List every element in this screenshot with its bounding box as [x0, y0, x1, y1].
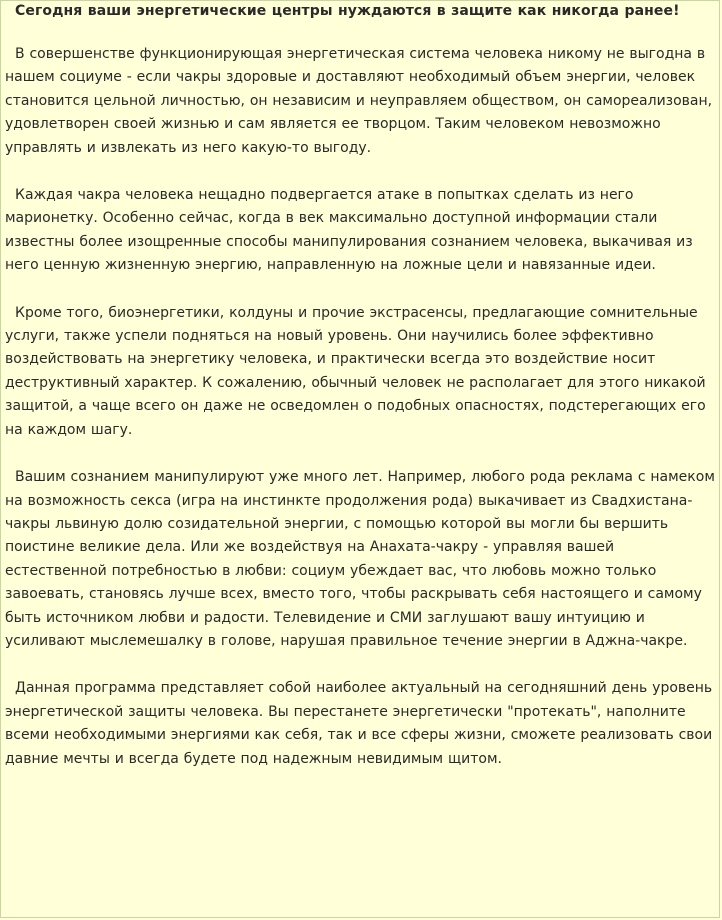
article-paragraph: В совершенстве функционирующая энергетическая система человека никому не выгодна в нашем социуме - если чакры здоровые и доставляют необходимый объем энергии, человек становится цельной личностью, он независим и неуправляем обществом, он самореализован, удовлетворен своей жизнью и сам является ее творцом. Таким человеком невозможно управлять и извлекать из него какую-то выгоду. [5, 46, 713, 156]
article-paragraph: Каждая чакра человека нещадно подвергается атаке в попытках сделать из него марионетку. Особенно сейчас, когда в век максимально доступной информации стали известны более изощренные способы манипулирования сознанием человека, выкачивая из него ценную жизненную энергию, направленную на ложные цели и навязанные идеи. [5, 187, 693, 274]
article-paragraph: Вашим сознанием манипулируют уже много лет. Например, любого рода реклама с намеком на возможность секса (игра на инстинкте продолжения рода) выкачивает из Свадхистана-чакры львиную долю созидательной энергии, с помощью которой вы могли бы вершить поистине великие дела. Или же воздействуя на Анахата-чакру - управляя вашей естественной потребностью в любви: социум убеждает вас, что любовь можно только завоевать, становясь лучше всех, вместо того, чтобы раскрывать себя настоящего и самому быть источником любви и радости. Телевидение и СМИ заглушают вашу интуицию и усиливают мыслемешалку в голове, нарушая правильное течение энергии в Аджна-чакре. [5, 469, 715, 649]
article [5, 0, 717, 771]
article-paragraph: Данная программа представляет собой наиболее актуальный на сегодняшний день уровень энергетической защиты человека. Вы перестанете энергетически "протекать", наполните всеми необходимыми энергиями как себя, так и все сферы жизни, сможете реализовать свои давние мечты и всегда будете под надежным невидимым щитом. [5, 680, 713, 767]
article-heading: Сегодня ваши энергетические центры нуждаются в защите как никогда ранее! [15, 3, 680, 19]
article-paragraph: Кроме того, биоэнергетики, колдуны и прочие экстрасенсы, предлагающие сомнительные услуги, также успели подняться на новый уровень. Они научились более эффективно воздействовать на энергетику человека, и практически всегда это воздействие носит деструктивный характер. К сожалению, обычный человек не располагает для этого никакой защитой, а чаще всего он даже не осведомлен о подобных опасностях, подстерегающих его на каждом шагу. [5, 304, 706, 438]
